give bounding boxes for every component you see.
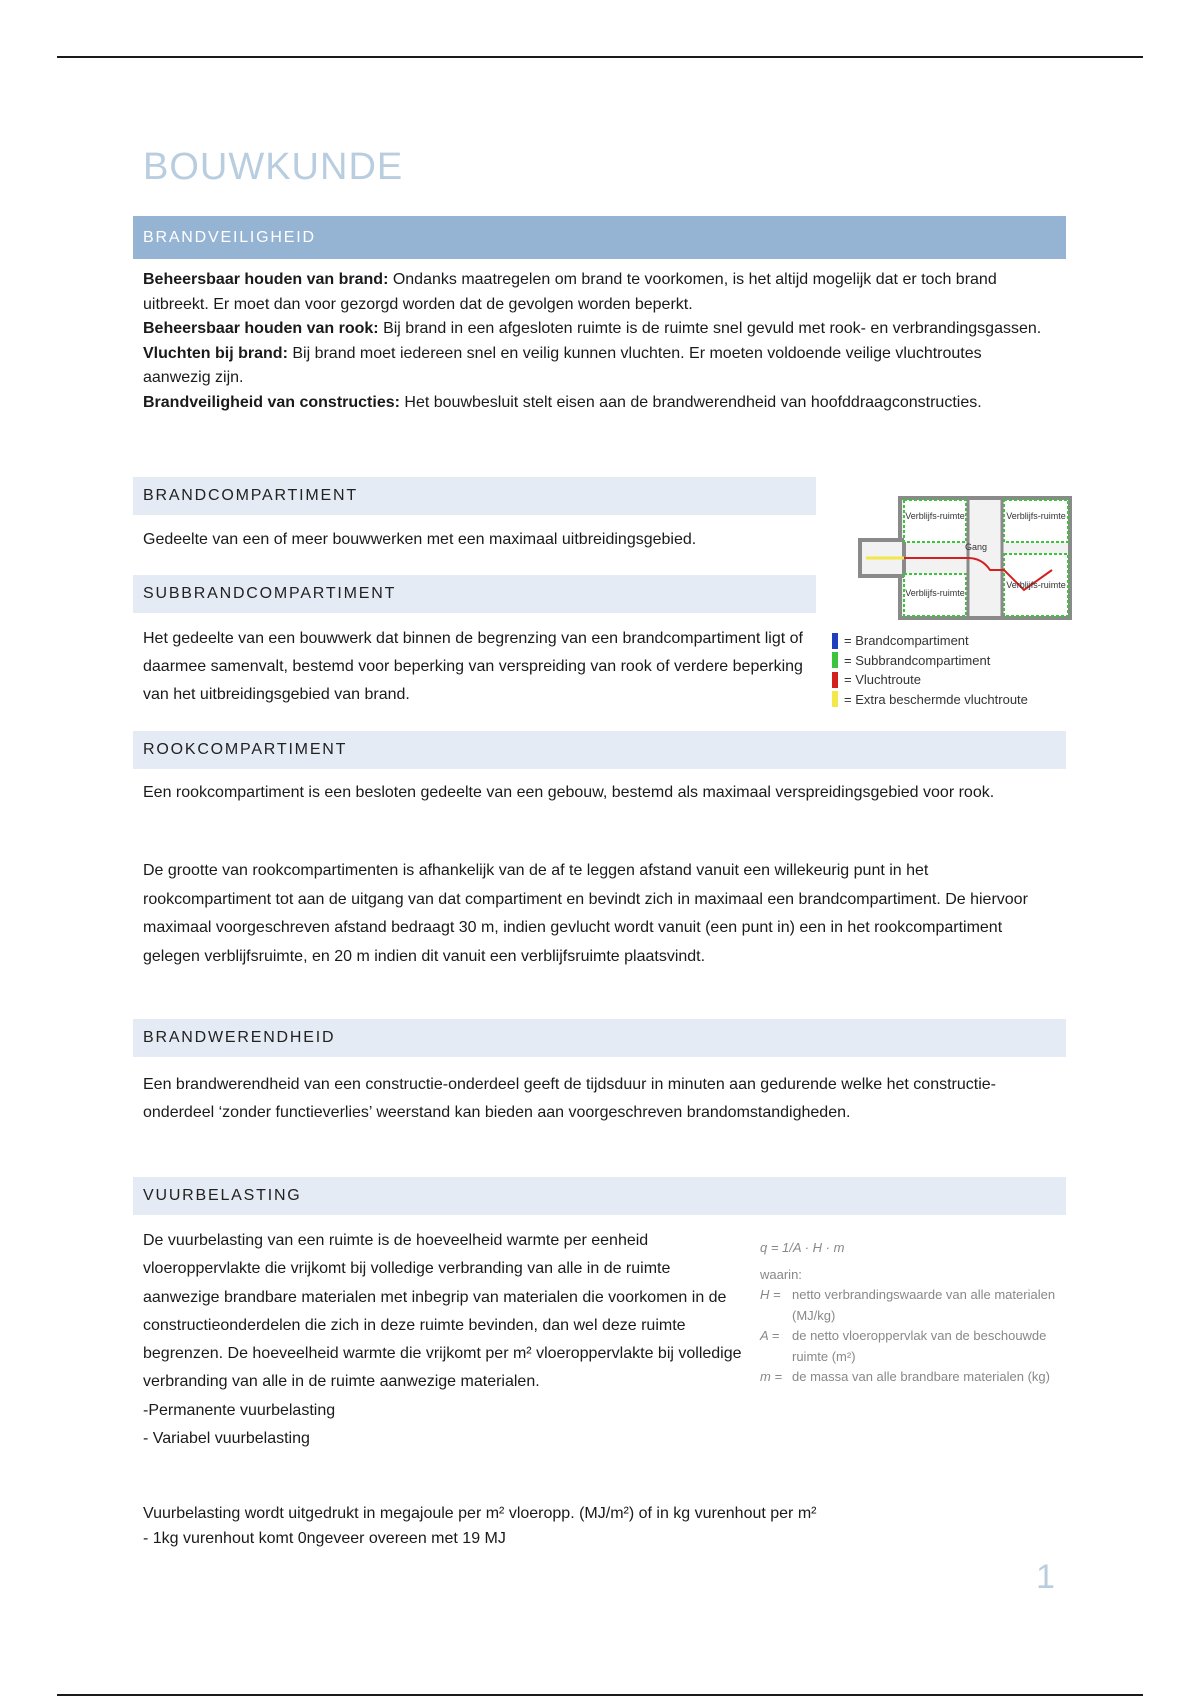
- intro-item: [143, 391, 1043, 416]
- legend-label: = Brandcompartiment: [844, 633, 969, 648]
- legend-swatch: [832, 633, 838, 649]
- vuurbelasting-bullet: - Variabel vuurbelasting: [143, 1430, 310, 1448]
- formula-def-text: de massa van alle brandbare materialen (kg): [792, 1369, 1050, 1384]
- rookcompartiment-heading: ROOKCOMPARTIMENT: [143, 741, 348, 758]
- vuurbelasting-units-block: [143, 1501, 1063, 1551]
- legend-swatch: [832, 691, 838, 707]
- subbrandcompartiment-heading-band: [133, 575, 816, 613]
- vuurbelasting-heading: VUURBELASTING: [143, 1187, 302, 1204]
- formula-symbol: A =: [760, 1328, 780, 1343]
- formula-waarin: waarin:: [760, 1266, 802, 1282]
- brandwerendheid-heading: BRANDWERENDHEID: [143, 1029, 336, 1046]
- rookcompartiment-heading-band: [133, 731, 1066, 769]
- intro-text: Bij brand in een afgesloten ruimte is de ruimte snel gevuld met rook- en verbrandingsgassen.: [378, 320, 1042, 337]
- page-title: BOUWKUNDE: [143, 146, 404, 188]
- legend-label: = Vluchtroute: [844, 672, 921, 687]
- legend-swatch: [832, 672, 838, 688]
- intro-term: Vluchten bij brand:: [143, 344, 288, 362]
- formula-def: [760, 1367, 1070, 1388]
- subbrandcompartiment-text: Het gedeelte van een bouwwerk dat binnen de begrenzing van een brandcompartiment ligt of daarmee samenvalt, bestemd voor beperking van verspreiding van rook of verdere beperking van het uitbreidingsgebied van brand.: [143, 630, 803, 703]
- room-top-left: [904, 500, 966, 542]
- legend-item: [832, 690, 1028, 710]
- legend-item: [832, 651, 1028, 671]
- legend-item: [832, 631, 1028, 651]
- legend-label: = Extra beschermde vluchtroute: [844, 691, 1028, 707]
- intro-text: Ondanks maatregelen om brand te voorkomen, is het altijd mogelijk dat er toch brand uitbreekt. Er moet dan voor gezorgd worden dat de gevolgen worden beperkt.: [143, 271, 997, 313]
- formula-equation: q = 1/A · H · m: [760, 1240, 845, 1255]
- brandcompartiment-heading: BRANDCOMPARTIMENT: [143, 487, 358, 504]
- formula-box: [760, 1238, 1070, 1388]
- formula-symbol: H =: [760, 1287, 781, 1302]
- vuurbelasting-unit-line: Vuurbelasting wordt uitgedrukt in megajoule per m² vloeropp. (MJ/m²) of in kg vurenhout per m²: [143, 1505, 817, 1522]
- vuurbelasting-equiv-line: - 1kg vurenhout komt 0ngeveer overeen met 19 MJ: [143, 1530, 506, 1547]
- formula-symbol: m =: [760, 1369, 783, 1384]
- intro-text: Bij brand moet iedereen snel en veilig kunnen vluchten. Er moeten voldoende veilige vluchtroutes aanwezig zijn.: [143, 344, 982, 386]
- diagram-legend: [832, 631, 1028, 709]
- page-number: 1: [1036, 1558, 1055, 1596]
- intro-term: Brandveiligheid van constructies:: [143, 393, 400, 411]
- rookcompartiment-text-2: De grootte van rookcompartimenten is afhankelijk van de af te leggen afstand vanuit een willekeurig punt in het rookcompartiment tot aan de uitgang van dat compartiment en bevindt zich in maximaal een brandcompartiment. De hiervoor maximaal voorgeschreven afstand bedraagt 30 m, indien gevlucht wordt vanuit (een punt in) een in het rookcompartiment gelegen verblijfsruimte, en 20 m indien dit vanuit een verblijfsruimte plaatsvindt.: [143, 862, 1028, 965]
- main-heading: BRANDVEILIGHEID: [143, 228, 316, 246]
- legend-item: [832, 670, 1028, 690]
- intro-item: [143, 317, 1043, 342]
- vuurbelasting-heading-band: [133, 1177, 1066, 1215]
- formula-def-text: netto verbrandingswaarde van alle materialen (MJ/kg): [792, 1287, 1056, 1323]
- subbrandcompartiment-heading: SUBBRANDCOMPARTIMENT: [143, 585, 397, 602]
- room-top-right: [1004, 500, 1068, 542]
- intro-block: [143, 268, 1043, 415]
- intro-item: [143, 268, 1043, 317]
- brandwerendheid-text: Een brandwerendheid van een constructie-onderdeel geeft de tijdsduur in minuten aan gedurende welke het constructie-onderdeel ‘zonder functieverlies’ weerstand kan bieden aan voorgeschreven brandomstandigheden.: [143, 1076, 996, 1121]
- intro-text: Het bouwbesluit stelt eisen aan de brandwerendheid van hoofddraagconstructies.: [399, 393, 982, 411]
- room-label: Verblijfs-ruimte: [905, 588, 965, 598]
- footer-rule: [57, 1694, 1143, 1696]
- legend-swatch: [832, 652, 838, 668]
- room-label: Verblijfs-ruimte: [1006, 580, 1066, 590]
- brandcompartiment-text: Gedeelte van een of meer bouwwerken met een maximaal uitbreidingsgebied.: [143, 531, 697, 548]
- rookcompartiment-text-1: Een rookcompartiment is een besloten gedeelte van een gebouw, bestemd als maximaal verspreidingsgebied voor rook.: [143, 784, 995, 801]
- vuurbelasting-text-block: [143, 1227, 743, 1453]
- main-heading-band: [133, 216, 1066, 259]
- room-label: Verblijfs-ruimte: [905, 511, 965, 521]
- intro-item: [143, 342, 1043, 391]
- formula-def: [760, 1326, 1070, 1367]
- room-label: Verblijfs-ruimte: [1006, 511, 1066, 521]
- intro-term: Beheersbaar houden van brand:: [143, 271, 389, 288]
- legend-label: = Subbrandcompartiment: [844, 652, 991, 668]
- header-rule: [57, 56, 1143, 58]
- compartment-diagram: [856, 488, 1076, 628]
- brandcompartiment-heading-band: [133, 477, 816, 515]
- formula-def-text: de netto vloeroppervlak van de beschouwde ruimte (m²): [792, 1328, 1047, 1364]
- brandwerendheid-heading-band: [133, 1019, 1066, 1057]
- formula-def: [760, 1285, 1070, 1326]
- vuurbelasting-text: De vuurbelasting van een ruimte is de hoeveelheid warmte per eenheid vloeroppervlakte die vrijkomt bij volledige verbranding van alle in de ruimte aanwezige brandbare materialen met inbegrip van materialen die voorkomen in de constructieonderdelen die zich in deze ruimte bevinden, dan wel deze ruimte begrenzen. De hoeveelheid warmte die vrijkomt per m² vloeroppervlakte bij volledige verbranding van alle in de ruimte aanwezige materialen.: [143, 1232, 742, 1391]
- corridor-label: Gang: [964, 542, 988, 552]
- intro-term: Beheersbaar houden van rook:: [143, 320, 379, 337]
- vuurbelasting-bullet: -Permanente vuurbelasting: [143, 1401, 336, 1419]
